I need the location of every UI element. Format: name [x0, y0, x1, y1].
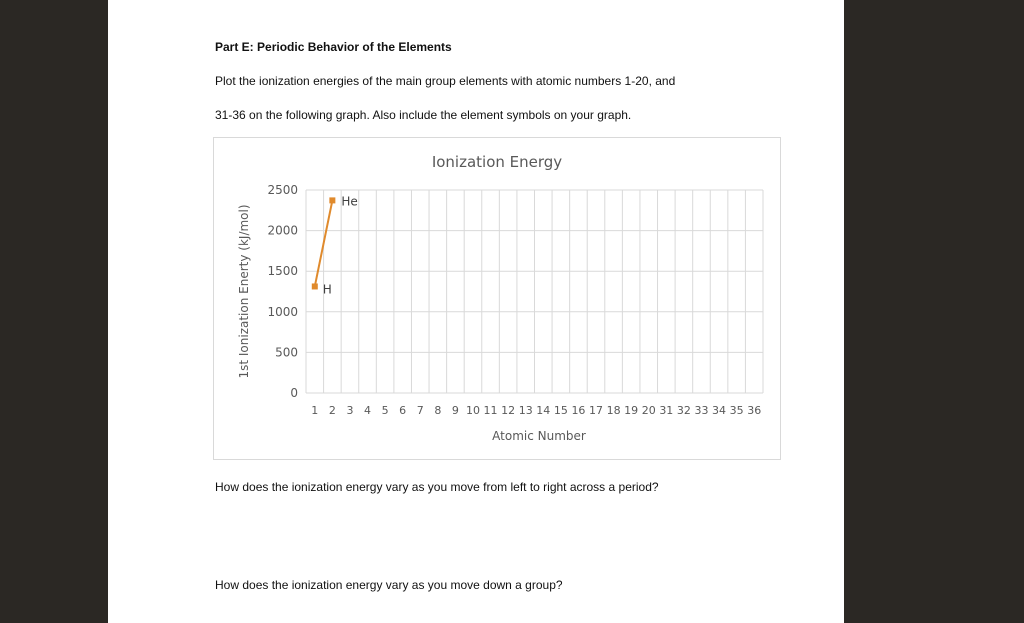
y-tick-label: 1000 — [267, 304, 298, 319]
x-tick-label: 33 — [694, 404, 709, 417]
ionization-energy-chart — [213, 137, 781, 460]
x-tick-label: 36 — [747, 404, 762, 417]
x-axis-label: Atomic Number — [492, 429, 586, 443]
x-tick-label: 8 — [434, 404, 442, 417]
question-period-trend: How does the ionization energy vary as you move from left to right across a period? — [215, 480, 659, 494]
x-tick-label: 31 — [659, 404, 674, 417]
x-tick-label: 1 — [311, 404, 319, 417]
x-tick-label: 5 — [381, 404, 389, 417]
x-tick-label: 18 — [606, 404, 621, 417]
x-tick-label: 13 — [518, 404, 533, 417]
x-tick-label: 6 — [399, 404, 407, 417]
x-tick-label: 16 — [571, 404, 586, 417]
data-label: He — [341, 194, 358, 209]
x-tick-label: 7 — [416, 404, 424, 417]
x-tick-label: 14 — [536, 404, 551, 417]
x-tick-label: 9 — [451, 404, 459, 417]
y-axis-label: 1st Ionization Enerty (kJ/mol) — [237, 204, 251, 379]
x-tick-label: 2 — [328, 404, 336, 417]
x-tick-label: 3 — [346, 404, 354, 417]
x-tick-label: 12 — [501, 404, 516, 417]
data-point-marker — [312, 283, 318, 289]
y-tick-label: 2000 — [267, 223, 298, 238]
data-point-marker — [329, 197, 335, 203]
y-tick-label: 2500 — [267, 183, 298, 197]
x-tick-label: 15 — [553, 404, 568, 417]
y-tick-label: 500 — [275, 345, 298, 360]
chart-svg — [214, 138, 780, 459]
instruction-line-1: Plot the ionization energies of the main group elements with atomic numbers 1-20, and — [215, 74, 676, 88]
x-tick-label: 34 — [712, 404, 727, 417]
x-tick-label: 32 — [676, 404, 691, 417]
chart-title: Ionization Energy — [431, 153, 563, 171]
instruction-line-2: 31-36 on the following graph. Also include the element symbols on your graph. — [215, 108, 632, 122]
section-heading: Part E: Periodic Behavior of the Elements — [215, 40, 452, 54]
x-tick-label: 17 — [589, 404, 604, 417]
y-tick-label: 0 — [290, 386, 298, 400]
data-label: H — [322, 282, 332, 297]
question-group-trend: How does the ionization energy vary as you move down a group? — [215, 578, 563, 592]
x-tick-label: 11 — [483, 404, 498, 417]
y-tick-label: 1500 — [267, 264, 298, 279]
x-tick-label: 10 — [465, 404, 480, 417]
x-tick-label: 19 — [624, 404, 639, 417]
x-tick-label: 35 — [729, 404, 744, 417]
document-page — [108, 0, 844, 623]
x-tick-label: 20 — [641, 404, 656, 417]
x-tick-label: 4 — [364, 404, 372, 417]
